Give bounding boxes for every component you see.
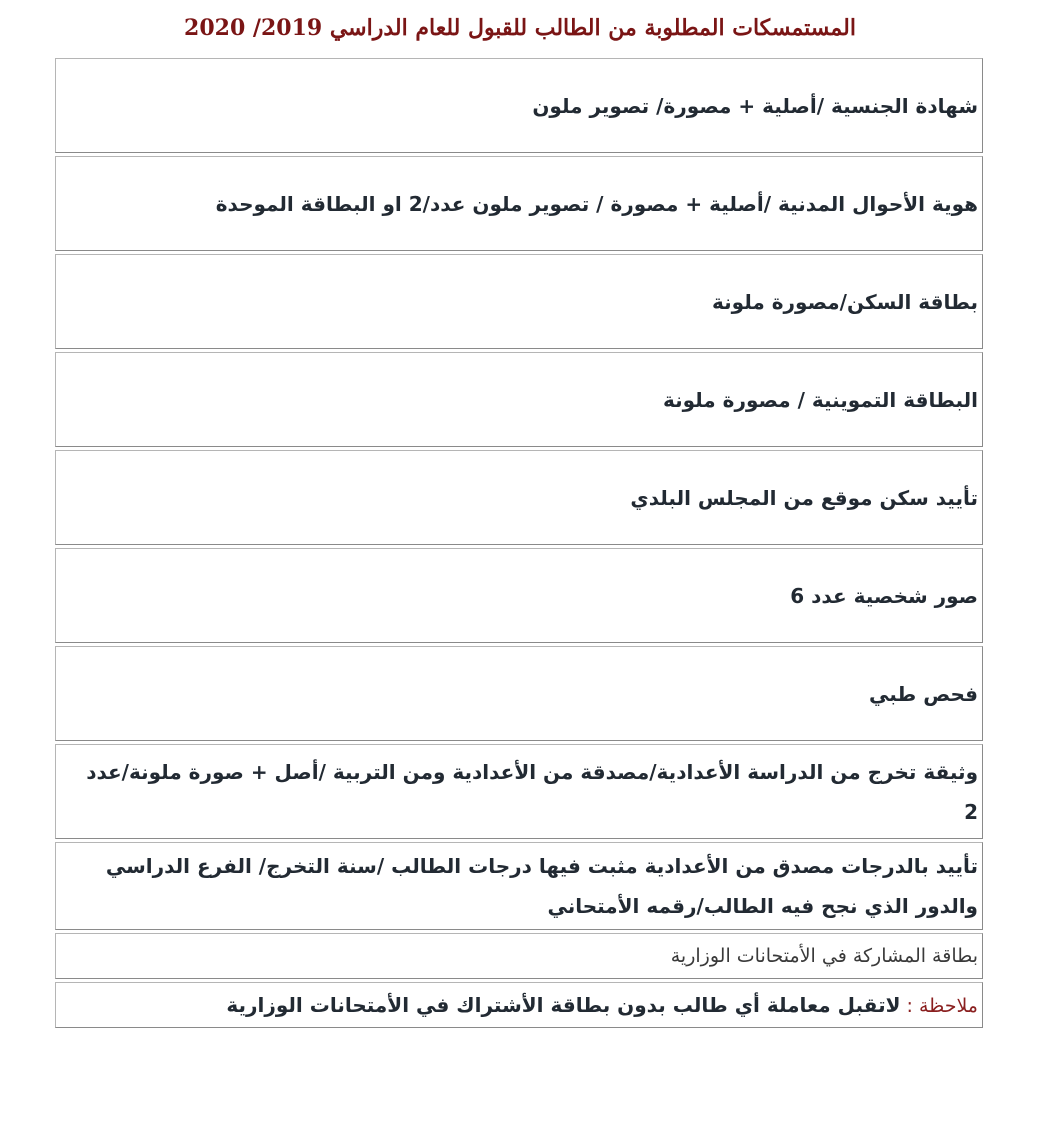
requirement-row-residence-confirmation — [55, 450, 983, 545]
requirement-text: صور شخصية عدد 6 — [790, 583, 978, 608]
page-title: المستمسكات المطلوبة من الطالب للقبول للعام الدراسي 2019/ 2020 — [184, 15, 856, 41]
requirement-text: فحص طبي — [869, 681, 978, 706]
requirement-row-graduation-document — [55, 744, 983, 839]
note-separator: : — [900, 994, 919, 1017]
requirement-text: تأييد بالدرجات مصدق من الأعدادية مثبت فيها درجات الطالب /سنة التخرج/ الفرع الدراسي والدور الذي نجح فيه الطالب/رقمه الأمتحاني — [105, 854, 978, 918]
note-label: ملاحظة — [918, 994, 978, 1017]
requirement-text: هوية الأحوال المدنية /أصلية + مصورة / تصوير ملون عدد/2 او البطاقة الموحدة — [215, 191, 978, 216]
requirement-text: البطاقة التموينية / مصورة ملونة — [662, 387, 978, 412]
requirement-row-ration-card — [55, 352, 983, 447]
requirement-row-personal-photos — [55, 548, 983, 643]
requirement-text: تأييد سكن موقع من المجلس البلدي — [630, 485, 978, 510]
requirement-row-exam-participation-card — [55, 933, 983, 979]
requirement-row-civil-id — [55, 156, 983, 251]
requirement-row-citizenship-certificate — [55, 58, 983, 153]
requirement-text: شهادة الجنسية /أصلية + مصورة/ تصوير ملون — [532, 93, 978, 118]
requirement-text: بطاقة المشاركة في الأمتحانات الوزارية — [670, 945, 978, 967]
requirements-table — [55, 58, 983, 1031]
requirement-row-medical-exam — [55, 646, 983, 741]
note-text: لاتقبل معاملة أي طالب بدون بطاقة الأشتراك في الأمتحانات الوزارية — [226, 992, 901, 1017]
requirement-row-residence-card — [55, 254, 983, 349]
requirement-text: وثيقة تخرج من الدراسة الأعدادية/مصدقة من الأعدادية ومن التربية /أصل + صورة ملونة/عدد 2 — [86, 759, 978, 824]
note — [226, 985, 978, 1026]
requirement-text: بطاقة السكن/مصورة ملونة — [712, 289, 978, 314]
requirement-row-grades-confirmation — [55, 842, 983, 930]
note-row — [55, 982, 983, 1028]
